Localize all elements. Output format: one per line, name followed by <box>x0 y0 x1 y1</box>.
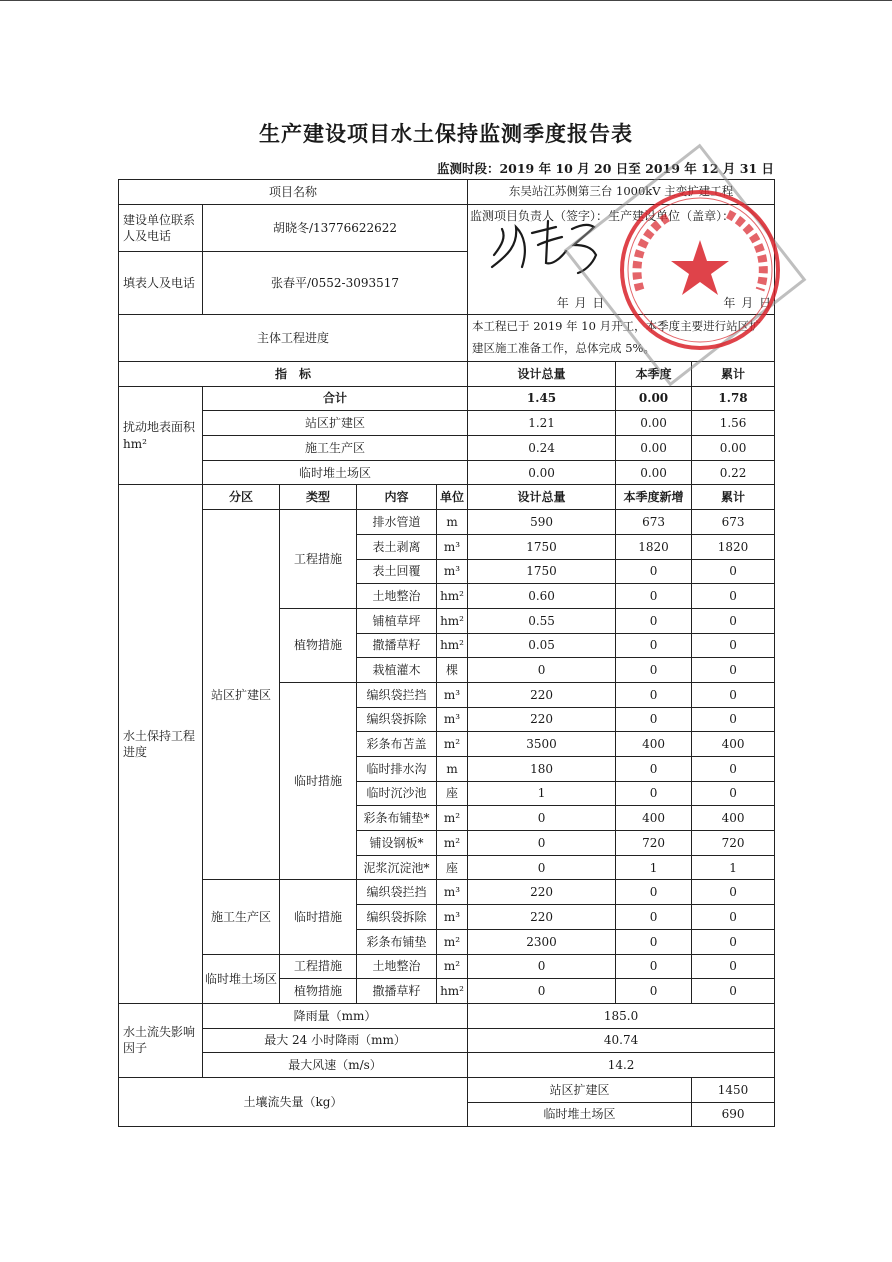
measure-unit: m³ <box>437 880 468 905</box>
measure-content: 临时沉沙池 <box>357 781 437 806</box>
measure-design: 0 <box>468 855 616 880</box>
measure-unit: hm² <box>437 608 468 633</box>
disturbance-total: 1.78 <box>692 386 775 411</box>
measure-design: 220 <box>468 905 616 930</box>
measure-quarter: 720 <box>616 831 692 856</box>
disturbance-design: 0.24 <box>468 436 616 461</box>
measure-design: 0 <box>468 806 616 831</box>
factor-value: 14.2 <box>468 1053 775 1078</box>
measure-total: 0 <box>692 781 775 806</box>
measure-quarter: 0 <box>616 979 692 1004</box>
filler-value: 张春平/0552-3093517 <box>203 252 468 315</box>
measure-content: 彩条布苫盖 <box>357 732 437 757</box>
measure-total: 0 <box>692 559 775 584</box>
project-name-value: 东吴站江苏侧第三台 1000kV 主变扩建工程 <box>468 180 775 205</box>
page-title: 生产建设项目水土保持监测季度报告表 <box>259 121 633 146</box>
sign-date: 年 月 日 <box>556 295 606 310</box>
measure-total: 0 <box>692 584 775 609</box>
handwritten-signature <box>488 215 618 275</box>
measure-total: 0 <box>692 707 775 732</box>
measure-quarter: 0 <box>616 929 692 954</box>
monitor-lead-label: 监测项目负责人（签字）：生产建设单位（盖章）： <box>470 209 735 223</box>
content-header: 内容 <box>357 485 437 510</box>
total-header: 累计 <box>692 485 775 510</box>
measure-unit: m² <box>437 732 468 757</box>
type-plant: 植物措施 <box>280 608 357 682</box>
disturbance-row-name: 站区扩建区 <box>203 411 468 436</box>
type-temporary: 临时措施 <box>280 880 357 954</box>
signature-cell <box>468 205 775 315</box>
measure-content: 表土回覆 <box>357 559 437 584</box>
measure-design: 0.60 <box>468 584 616 609</box>
disturbance-design: 0.00 <box>468 460 616 485</box>
measure-quarter: 400 <box>616 806 692 831</box>
measure-design: 180 <box>468 757 616 782</box>
measure-unit: hm² <box>437 979 468 1004</box>
type-engineering: 工程措施 <box>280 510 357 609</box>
measure-quarter: 0 <box>616 559 692 584</box>
measure-total: 0 <box>692 658 775 683</box>
measure-design: 0.05 <box>468 633 616 658</box>
measure-total: 720 <box>692 831 775 856</box>
design-header: 设计总量 <box>468 485 616 510</box>
measure-unit: m³ <box>437 905 468 930</box>
measure-total: 400 <box>692 806 775 831</box>
cumulative-header: 累计 <box>692 362 775 387</box>
disturbance-design: 1.21 <box>468 411 616 436</box>
disturbance-group-label: 扰动地表面积 hm² <box>119 386 203 485</box>
measure-total: 1 <box>692 855 775 880</box>
seal-date: 年 月 日 <box>723 295 773 310</box>
measure-content: 临时排水沟 <box>357 757 437 782</box>
quarter-new-header: 本季度新增 <box>616 485 692 510</box>
measure-design: 1750 <box>468 559 616 584</box>
report-table <box>118 179 775 1127</box>
disturbance-row-name: 临时堆土场区 <box>203 460 468 485</box>
measure-content: 泥浆沉淀池* <box>357 855 437 880</box>
measure-content: 编织袋拆除 <box>357 905 437 930</box>
disturbance-total: 0.22 <box>692 460 775 485</box>
measure-quarter: 1 <box>616 855 692 880</box>
measures-group-label: 水土保持工程进度 <box>119 485 203 1003</box>
measure-design: 1750 <box>468 534 616 559</box>
measure-unit: 座 <box>437 781 468 806</box>
measure-quarter: 0 <box>616 905 692 930</box>
project-name-label: 项目名称 <box>119 180 468 205</box>
factor-name: 最大风速（m/s） <box>203 1053 468 1078</box>
unit-header: 单位 <box>437 485 468 510</box>
measure-quarter: 0 <box>616 608 692 633</box>
zone-header: 分区 <box>203 485 280 510</box>
measure-design: 3500 <box>468 732 616 757</box>
measure-unit: m <box>437 757 468 782</box>
measure-content: 撒播草籽 <box>357 633 437 658</box>
measure-content: 撒播草籽 <box>357 979 437 1004</box>
disturbance-unit: hm² <box>123 436 147 451</box>
measure-total: 673 <box>692 510 775 535</box>
measure-design: 590 <box>468 510 616 535</box>
type-plant: 植物措施 <box>280 979 357 1004</box>
measure-design: 220 <box>468 682 616 707</box>
measure-quarter: 0 <box>616 658 692 683</box>
measure-total: 0 <box>692 608 775 633</box>
measure-total: 0 <box>692 633 775 658</box>
measure-design: 0 <box>468 658 616 683</box>
type-engineering: 工程措施 <box>280 954 357 979</box>
disturbance-quarter: 0.00 <box>616 386 692 411</box>
measure-content: 栽植灌木 <box>357 658 437 683</box>
measure-unit: m² <box>437 806 468 831</box>
indicator-header: 指 标 <box>119 362 468 387</box>
page-top-border <box>0 0 892 1</box>
measure-content: 编织袋拆除 <box>357 707 437 732</box>
measure-unit: m³ <box>437 707 468 732</box>
factor-name: 最大 24 小时降雨（mm） <box>203 1028 468 1053</box>
measure-unit: 座 <box>437 855 468 880</box>
measure-content: 表土剥离 <box>357 534 437 559</box>
zone-stockpile: 临时堆土场区 <box>203 954 280 1003</box>
type-temporary: 临时措施 <box>280 682 357 880</box>
progress-label: 主体工程进度 <box>119 315 468 362</box>
disturbance-row-name: 施工生产区 <box>203 436 468 461</box>
measure-quarter: 0 <box>616 584 692 609</box>
measure-quarter: 0 <box>616 707 692 732</box>
zone-station: 站区扩建区 <box>203 510 280 880</box>
builder-contact-value: 胡晓冬/13776622622 <box>203 205 468 252</box>
soil-loss-area: 临时堆土场区 <box>468 1102 692 1127</box>
measure-quarter: 673 <box>616 510 692 535</box>
measure-content: 排水管道 <box>357 510 437 535</box>
disturbance-design: 1.45 <box>468 386 616 411</box>
soil-loss-value: 1450 <box>692 1077 775 1102</box>
disturbance-quarter: 0.00 <box>616 436 692 461</box>
measure-total: 0 <box>692 757 775 782</box>
soil-loss-label: 土壤流失量（kg） <box>119 1077 468 1126</box>
measure-total: 0 <box>692 682 775 707</box>
disturbance-row-name: 合计 <box>203 386 468 411</box>
measure-content: 彩条布铺垫* <box>357 806 437 831</box>
measure-unit: m <box>437 510 468 535</box>
measure-quarter: 1820 <box>616 534 692 559</box>
measure-quarter: 0 <box>616 954 692 979</box>
measure-quarter: 400 <box>616 732 692 757</box>
measure-design: 0 <box>468 979 616 1004</box>
measure-design: 2300 <box>468 929 616 954</box>
measure-unit: m² <box>437 831 468 856</box>
measure-total: 1820 <box>692 534 775 559</box>
builder-contact-label: 建设单位联系人及电话 <box>119 205 203 252</box>
type-header: 类型 <box>280 485 357 510</box>
factor-name: 降雨量（mm） <box>203 1003 468 1028</box>
soil-loss-value: 690 <box>692 1102 775 1127</box>
filler-label: 填表人及电话 <box>119 252 203 315</box>
measure-unit: hm² <box>437 584 468 609</box>
measure-unit: m² <box>437 954 468 979</box>
measure-design: 220 <box>468 707 616 732</box>
soil-loss-area: 站区扩建区 <box>468 1077 692 1102</box>
measure-unit: 棵 <box>437 658 468 683</box>
measure-design: 0 <box>468 954 616 979</box>
measure-content: 土地整治 <box>357 954 437 979</box>
quarter-header: 本季度 <box>616 362 692 387</box>
measure-quarter: 0 <box>616 757 692 782</box>
measure-design: 0.55 <box>468 608 616 633</box>
measure-quarter: 0 <box>616 682 692 707</box>
measure-total: 0 <box>692 880 775 905</box>
measure-total: 0 <box>692 905 775 930</box>
measure-total: 0 <box>692 929 775 954</box>
measure-design: 220 <box>468 880 616 905</box>
measure-content: 铺植草坪 <box>357 608 437 633</box>
design-total-header: 设计总量 <box>468 362 616 387</box>
measure-design: 1 <box>468 781 616 806</box>
zone-construction: 施工生产区 <box>203 880 280 954</box>
disturbance-quarter: 0.00 <box>616 460 692 485</box>
factor-value: 40.74 <box>468 1028 775 1053</box>
measure-unit: m² <box>437 929 468 954</box>
factor-value: 185.0 <box>468 1003 775 1028</box>
measure-unit: m³ <box>437 559 468 584</box>
measure-quarter: 0 <box>616 781 692 806</box>
measure-quarter: 0 <box>616 880 692 905</box>
measure-quarter: 0 <box>616 633 692 658</box>
measure-unit: m³ <box>437 682 468 707</box>
measure-total: 0 <box>692 979 775 1004</box>
measure-content: 编织袋拦挡 <box>357 682 437 707</box>
disturbance-quarter: 0.00 <box>616 411 692 436</box>
measure-unit: m³ <box>437 534 468 559</box>
monitoring-period: 监测时段：2019 年 10 月 20 日至 2019 年 12 月 31 日 <box>436 161 774 176</box>
disturbance-total: 0.00 <box>692 436 775 461</box>
measure-content: 土地整治 <box>357 584 437 609</box>
factors-group-label: 水土流失影响因子 <box>119 1003 203 1077</box>
measure-content: 铺设钢板* <box>357 831 437 856</box>
measure-content: 编织袋拦挡 <box>357 880 437 905</box>
measure-total: 400 <box>692 732 775 757</box>
measure-content: 彩条布铺垫 <box>357 929 437 954</box>
measure-unit: hm² <box>437 633 468 658</box>
progress-value: 本工程已于 2019 年 10 月开工，本季度主要进行站区扩建区施工准备工作，总体完成 5%。 <box>468 315 775 362</box>
disturbance-total: 1.56 <box>692 411 775 436</box>
measure-total: 0 <box>692 954 775 979</box>
measure-design: 0 <box>468 831 616 856</box>
